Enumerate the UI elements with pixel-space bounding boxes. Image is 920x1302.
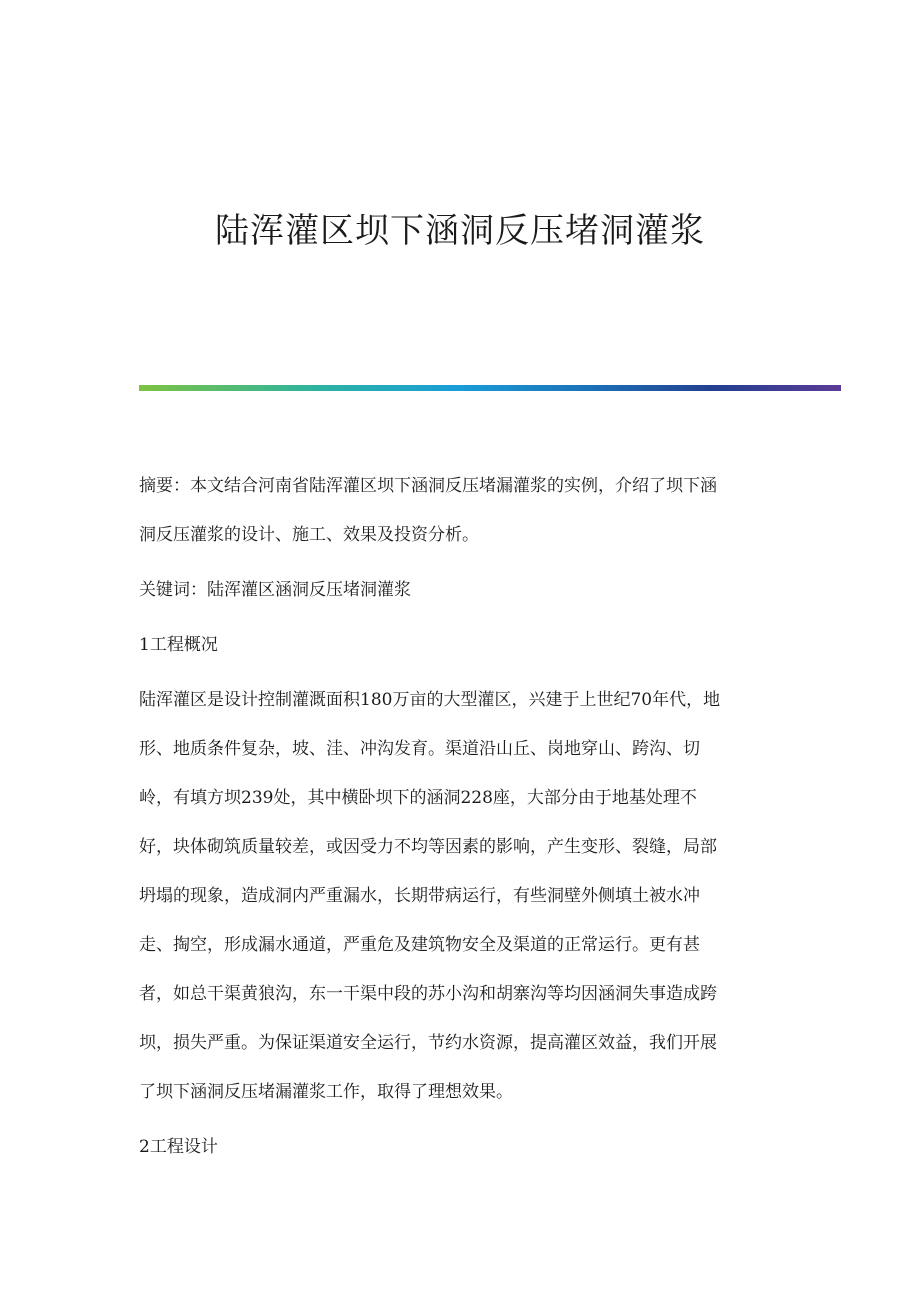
keywords: 关键词：陆浑灌区涵洞反压堵洞灌浆 xyxy=(139,580,411,600)
paragraph-line: 坝，损失严重。为保证渠道安全运行，节约水资源，提高灌区效益，我们开展 xyxy=(139,1033,717,1053)
document-body xyxy=(139,462,784,1172)
paragraph-line: 者，如总干渠黄狼沟，东一干渠中段的苏小沟和胡寨沟等均因涵洞失事造成跨 xyxy=(139,984,717,1004)
abstract-line: 摘要：本文结合河南省陆浑灌区坝下涵洞反压堵漏灌浆的实例，介绍了坝下涵 xyxy=(139,476,717,496)
paragraph-line: 走、掏空，形成漏水通道，严重危及建筑物安全及渠道的正常运行。更有甚 xyxy=(139,935,700,955)
document-title: 陆浑灌区坝下涵洞反压堵洞灌浆 xyxy=(215,211,705,251)
paragraph-line: 形、地质条件复杂，坡、洼、冲沟发育。渠道沿山丘、岗地穿山、跨沟、切 xyxy=(139,739,700,759)
abstract xyxy=(139,462,784,560)
paragraph-line: 陆浑灌区是设计控制灌溉面积180万亩的大型灌区，兴建于上世纪70年代，地 xyxy=(139,690,721,710)
section-1-heading: 1工程概况 xyxy=(139,635,218,655)
paragraph-line: 了坝下涵洞反压堵漏灌浆工作，取得了理想效果。 xyxy=(139,1082,513,1102)
paragraph-line: 岭，有填方坝239处，其中横卧坝下的涵洞228座，大部分由于地基处理不 xyxy=(139,788,697,808)
title-divider xyxy=(139,385,841,391)
section-2-heading: 2工程设计 xyxy=(139,1137,218,1157)
section-1-paragraph xyxy=(139,676,784,1117)
abstract-line: 洞反压灌浆的设计、施工、效果及投资分析。 xyxy=(139,525,479,545)
paragraph-line: 好，块体砌筑质量较差，或因受力不均等因素的影响，产生变形、裂缝，局部 xyxy=(139,837,717,857)
paragraph-line: 坍塌的现象，造成洞内严重漏水，长期带病运行，有些洞壁外侧填土被水冲 xyxy=(139,886,700,906)
